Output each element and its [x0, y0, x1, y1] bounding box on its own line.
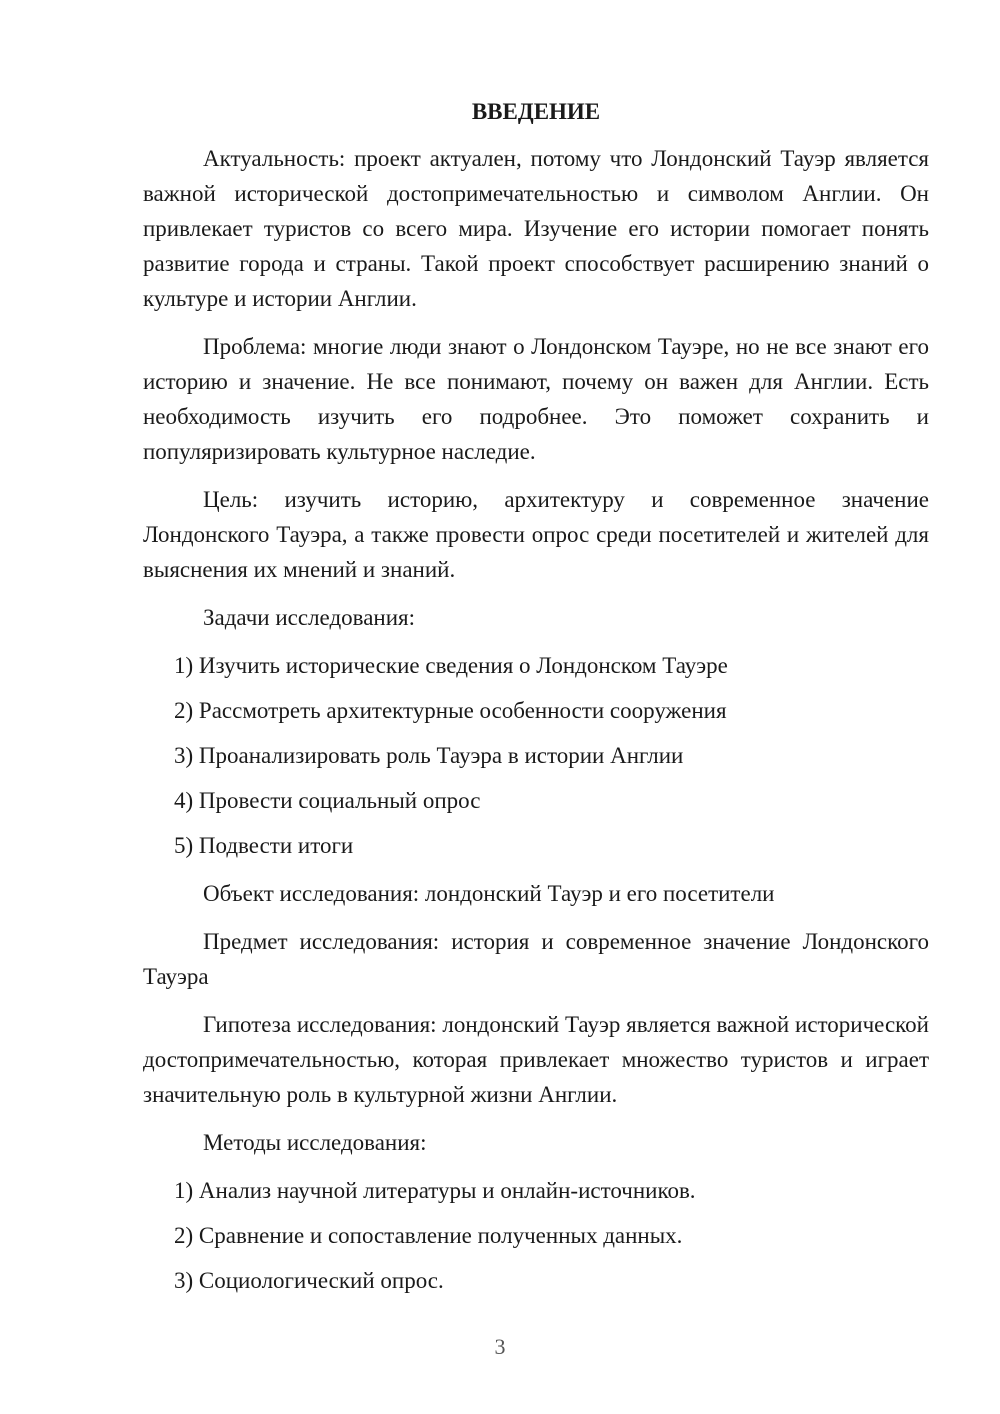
list-item: 4) Провести социальный опрос	[174, 788, 481, 813]
object-paragraph: Объект исследования: лондонский Тауэр и его посетители	[203, 881, 775, 906]
page-content	[143, 94, 929, 1308]
problem-paragraph: Проблема: многие люди знают о Лондонском Тауэре, но не все знают его историю и значение. Не все понимают, почему он важен для Англии. Есть необходимость изучить его подробнее. Это поможет сохранить и популяризировать культурное наследие.	[143, 334, 929, 464]
list-item: 3) Социологический опрос.	[174, 1268, 444, 1293]
relevance-paragraph: Актуальность: проект актуален, потому что Лондонский Тауэр является важной исторической достопримечательностью и символом Англии. Он привлекает туристов со всего мира. Изучение его истории помогает понять развитие города и страны. Такой проект способствует расширению знаний о культуре и истории Англии.	[143, 146, 929, 311]
list-item: 2) Сравнение и сопоставление полученных данных.	[174, 1223, 683, 1248]
list-item: 2) Рассмотреть архитектурные особенности сооружения	[174, 698, 727, 723]
page-number: 3	[494, 1334, 506, 1359]
section-title: ВВЕДЕНИЕ	[471, 99, 601, 124]
tasks-list	[143, 648, 929, 863]
list-item: 3) Проанализировать роль Тауэра в истории Англии	[174, 743, 684, 768]
subject-paragraph: Предмет исследования: история и современное значение Лондонского Тауэра	[143, 929, 929, 989]
hypothesis-paragraph: Гипотеза исследования: лондонский Тауэр является важной исторической достопримечательностью, которая привлекает множество туристов и играет значительную роль в культурной жизни Англии.	[143, 1012, 929, 1107]
list-item: 1) Изучить исторические сведения о Лондонском Тауэре	[174, 653, 728, 678]
tasks-heading: Задачи исследования:	[203, 605, 416, 630]
list-item: 5) Подвести итоги	[174, 833, 354, 858]
goal-paragraph: Цель: изучить историю, архитектуру и современное значение Лондонского Тауэра, а также провести опрос среди посетителей и жителей для выяснения их мнений и знаний.	[143, 487, 929, 582]
list-item: 1) Анализ научной литературы и онлайн-источников.	[174, 1178, 696, 1203]
methods-heading: Методы исследования:	[203, 1130, 427, 1155]
methods-list	[143, 1173, 929, 1298]
